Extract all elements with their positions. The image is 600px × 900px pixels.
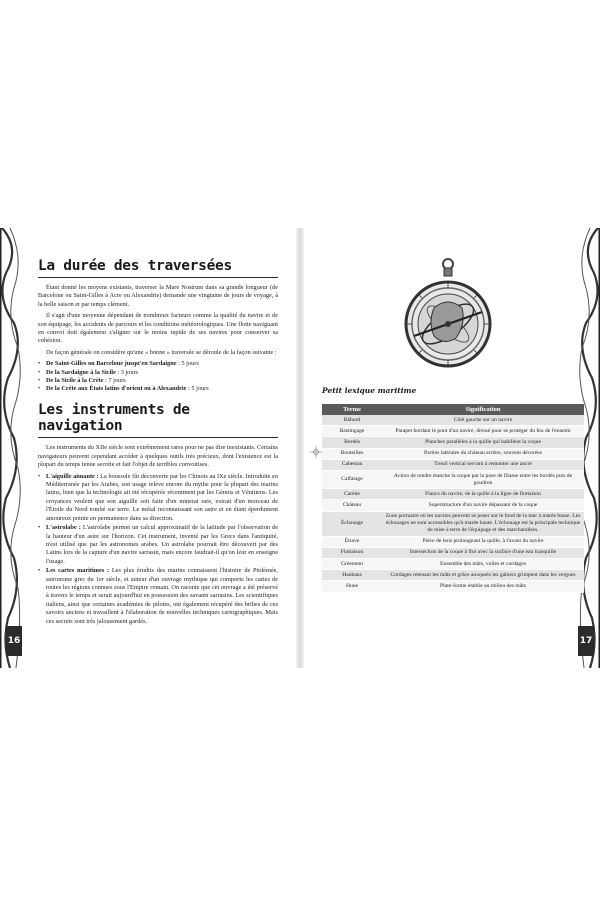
- meaning-cell: Côté gauche sur un navire: [382, 415, 584, 426]
- meaning-cell: Superstructure d'un navire dépassant de la coque: [382, 500, 584, 511]
- ornament-border-left: [0, 228, 26, 668]
- meaning-cell: Parties latérales du château arrière, souvent décorées: [382, 448, 584, 459]
- term-cell: Calfatage: [322, 470, 382, 488]
- column-header-meaning: Signification: [382, 404, 584, 415]
- term-cell: Cabestan: [322, 459, 382, 470]
- meaning-cell: Plate-forme établie au milieu des mâts: [382, 581, 584, 592]
- meaning-cell: Parapet bordant le pont d'un navire, dressé pour se protéger du feu de l'ennemi: [382, 426, 584, 437]
- meaning-cell: Zone portuaire où les navires peuvent se poser sur le fond de la mer à marée basse. Les échouages ne sont accessibles qu'à marée haute. L'échouage est la principale technique de mise à terre de l'équipage et des marchandises.: [382, 511, 584, 536]
- left-page-content: [38, 258, 278, 627]
- term-cell: Bastingage: [322, 426, 382, 437]
- list-item: • De Saint-Gilles ou Barcelone jusqu'en Sardaigne : 5 jours: [38, 360, 278, 368]
- astrolabe-illustration: [400, 256, 496, 384]
- term-cell: Haubans: [322, 570, 382, 581]
- table-row: [322, 426, 584, 437]
- table-row: [322, 459, 584, 470]
- left-page: [0, 228, 296, 668]
- meaning-cell: Intersection de la coque à flot avec la surface d'une eau tranquille: [382, 547, 584, 558]
- term-cell: Étrave: [322, 536, 382, 547]
- table-row: [322, 448, 584, 459]
- section-title-durations: La durée des traversées: [38, 258, 278, 278]
- term-cell: Gréement: [322, 559, 382, 570]
- meaning-cell: Action de rendre étanche la coque par la pose de filasse entre les bordés puis de goudron: [382, 470, 584, 488]
- meaning-cell: Planches parallèles à la quille qui habillent la coque: [382, 437, 584, 448]
- book-spread: [0, 228, 600, 668]
- term-cell: Carène: [322, 489, 382, 500]
- table-row: [322, 511, 584, 536]
- table-header-row: [322, 404, 584, 415]
- list-item: • L'astrolabe : L'astrolabe permet un calcul approximatif de la latitude par l'observation de la hauteur d'un astre sur l'horizon. Cet instrument, inventé par les Grecs dans l'antiquité, n'est utilisé que par les astronomes arabes. Un astrolabe pourrait être découvert par des Latins lors de la capture d'un navire sarrasin, mais encore faudrait-il qu'on leur en enseigne l'usage.: [38, 524, 278, 566]
- paragraph: De façon générale on considère qu'une « bonne » traversée se déroule de la façon suivante :: [46, 348, 277, 356]
- book-gutter: [296, 228, 304, 668]
- term-cell: Bouteilles: [322, 448, 382, 459]
- lexicon-title: Petit lexique maritime: [322, 386, 417, 395]
- crosshair-icon: [310, 446, 322, 458]
- meaning-cell: Treuil vertical servant à remonter une ancre: [382, 459, 584, 470]
- section-title-instruments: Les instruments de navigation: [38, 402, 278, 438]
- paragraph: Étant donné les moyens existants, traverser la Mare Nostrum dans sa grande longueur (de Barcelone ou Saint-Gilles à Acre ou Alexandrie) demande une vingtaine de jours de voyage, à la belle saison et par temps clément.: [38, 284, 278, 308]
- list-item: • L'aiguille aimante : La boussole fût découverte par les Chinois au IXe siècle. Introduite en Méditerranée par les Arabes, son usage relève encore du mythe pour la plupart des marins latins, bien que la technologie ait été récupérée récemment par les Génois et Vénitiens. Les croyances veulent que son aiguille soit faite d'un minerai rare, extrait d'un morceau de l'Étoile du Nord tombé sur terre. Le métal reconnaissant son astre et en étant éperdument amoureux pointe en permanence dans sa direction.: [38, 473, 278, 523]
- meaning-cell: Pièce de bois prolongeant la quille, à l'avant du navire: [382, 536, 584, 547]
- table-row: [322, 536, 584, 547]
- term-cell: Bâbord: [322, 415, 382, 426]
- lexicon-table: [322, 404, 584, 593]
- table-row: [322, 559, 584, 570]
- table-row: [322, 500, 584, 511]
- table-row: [322, 415, 584, 426]
- term-cell: Château: [322, 500, 382, 511]
- term-cell: Bordés: [322, 437, 382, 448]
- routes-list: [38, 360, 278, 393]
- paragraph: Il s'agit d'une moyenne dépendant de nombreux facteurs comme la qualité du navire et de son équipage, les accidents de parcours et les conditions météorologiques. Une flotte naviguant en convoi doit également s'aligner sur le moins rapide de ses navires pour conserver sa cohésion.: [38, 312, 278, 345]
- term-cell: Hune: [322, 581, 382, 592]
- table-row: [322, 570, 584, 581]
- page-number-left: 16: [6, 626, 22, 656]
- list-item: • De la Sicile à la Crète : 7 jours: [38, 377, 278, 385]
- right-page: [304, 228, 600, 668]
- list-item: • De la Crète aux États latins d'orient ou à Alexandrie : 5 jours: [38, 385, 278, 393]
- table-row: [322, 489, 584, 500]
- table-row: [322, 437, 584, 448]
- table-row: [322, 470, 584, 488]
- table-row: [322, 547, 584, 558]
- list-item: • De la Sardaigne à la Sicile : 3 jours: [38, 369, 278, 377]
- instruments-list: [38, 473, 278, 626]
- list-item: • Les cartes maritimes : Les plus érudits des marins connaissent l'histoire de Ptolémée, astronome grec du 1er siècle, et auteur d'un ouvrage mythique qui comporte les cartes de toutes les régions connues sous l'Empire romain. On raconte que cet ouvrage a été préservé à travers le temps et serait aujourd'hui en possession des savants sarrasins. Les scientifiques italiens, ainsi que certaines académies de pilotes, ont également récupéré des bribes de ces savoirs anciens et travaillent à l'élaboration de nouvelles techniques cartographiques. Mais ces secrets sont très jalousement gardés.: [38, 567, 278, 626]
- meaning-cell: Cordages retenant les mâts et grâce auxquels les gabiers grimpent dans les vergues: [382, 570, 584, 581]
- meaning-cell: Ensemble des mâts, voiles et cordages: [382, 559, 584, 570]
- paragraph: Les instruments du XIIe siècle sont extrêmement rares pour ne pas dire inexistants. Certains navigateurs peuvent cependant accéder à quelques outils très précieux, dont l'existence est la plupart du temps tenue secrète et fait l'objet de terribles convoitises.: [38, 444, 278, 469]
- term-cell: Échouage: [322, 511, 382, 536]
- column-header-term: Terme: [322, 404, 382, 415]
- page-number-right: 17: [578, 626, 594, 656]
- term-cell: Flottaison: [322, 547, 382, 558]
- meaning-cell: Flancs du navire, de la quille à la ligne de flottaison: [382, 489, 584, 500]
- table-row: [322, 581, 584, 592]
